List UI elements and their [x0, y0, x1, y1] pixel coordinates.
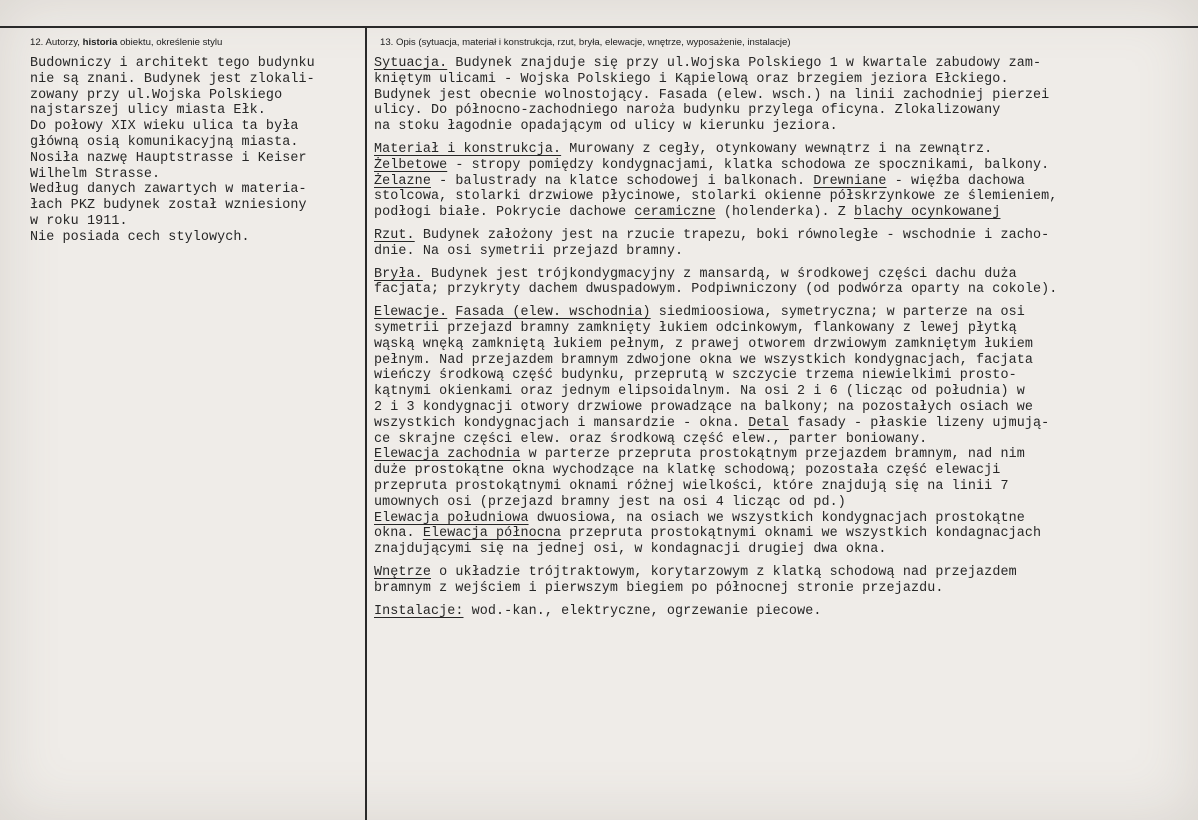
section-gap: [374, 298, 1057, 305]
underlined-term: Żelbetowe: [374, 157, 448, 173]
description-line: [374, 447, 1057, 463]
description-section: [374, 228, 1057, 260]
underlined-term: Bryła.: [374, 266, 423, 282]
text-run: stolcowa, stolarki drzwiowe płycinowe, stolarki okienne półskrzynkowe ze ślemieniem,: [374, 189, 1058, 205]
description-line: [374, 511, 1057, 527]
description-line: [374, 103, 1057, 119]
text-run: wieńczy środkową część budynku, przeprutą w szczycie trzema niewielkimi prosto-: [374, 368, 1017, 384]
text-run: okna.: [374, 526, 423, 542]
text-run: przepruta prostokątnymi oknami we wszystkich kondagnacjach: [561, 526, 1042, 542]
text-run: wod.-kan., elektryczne, ogrzewanie piecowe.: [463, 603, 822, 619]
description-line: [374, 56, 1057, 72]
text-run: (holenderka). Z: [715, 205, 855, 221]
left-text-line: w roku 1911.: [30, 213, 128, 229]
description-line: [374, 463, 1057, 479]
text-run: kątnymi okienkami oraz jednym elipsoidalnym. Na osi 2 i 6 (licząc od południa) w: [374, 384, 1025, 400]
text-run: o układzie trójtraktowym, korytarzowym z klatką schodową nad przejazdem: [430, 564, 1017, 580]
description-line: [374, 565, 1057, 581]
description-line: [374, 604, 1057, 620]
text-run: facjata; przykryty dachem dwuspadowym. Podpiwniczony (od podwórza oparty na cokole).: [374, 282, 1058, 298]
text-run: siedmioosiowa, symetryczna; w parterze na osi: [650, 305, 1025, 321]
right-column-header: 13. Opis (sytuacja, materiał i konstrukcja, rzut, bryła, elewacje, wnętrze, wyposażenie, instalacje): [380, 37, 791, 48]
description-line: [374, 174, 1057, 190]
description-line: [374, 142, 1057, 158]
underlined-term: Detal: [748, 415, 789, 431]
text-run: fasady - płaskie lizeny ujmują-: [788, 415, 1050, 431]
text-run: pełnym. Nad przejazdem bramnym zdwojone okna we wszystkich kondygnacjach, facjata: [374, 352, 1033, 368]
text-run: kniętym ulicami - Wojska Polskiego i Kąpielową oraz brzegiem jeziora Ełckiego.: [374, 71, 1009, 87]
description-line: [374, 581, 1057, 597]
text-run: przepruta prostokątnymi oknami różnej wielkości, które znajdują się na linii 7: [374, 478, 1009, 494]
underlined-term: blachy ocynkowanej: [854, 205, 1001, 221]
text-run: dwuosiowa, na osiach we wszystkich kondygnacjach prostokątne: [528, 510, 1025, 526]
description-line: [374, 244, 1057, 260]
text-run: - więźba dachowa: [886, 173, 1025, 189]
left-text-line: najstarszej ulicy miasta Ełk.: [30, 103, 266, 119]
text-run: Budynek jest trójkondygmacyjny z mansardą, w środkowej części dachu duża: [422, 266, 1017, 282]
left-text-line: łach PKZ budynek został wzniesiony: [30, 198, 307, 214]
section-gap: [374, 558, 1057, 565]
text-run: dnie. Na osi symetrii przejazd bramny.: [374, 243, 684, 259]
description-line: [374, 267, 1057, 283]
section-gap: [374, 135, 1057, 142]
description-section: [374, 604, 1057, 620]
text-run: Murowany z cegły, otynkowany wewnątrz i na zewnątrz.: [561, 141, 993, 157]
underlined-term: Materiał i konstrukcja.: [374, 141, 562, 157]
left-text-line: nie są znani. Budynek jest zlokali-: [30, 71, 315, 87]
text-run: podłogi białe. Pokrycie dachowe: [374, 205, 635, 221]
description-line: [374, 479, 1057, 495]
description-line: [374, 337, 1057, 353]
description-line: [374, 400, 1057, 416]
left-header-bold: historia: [82, 37, 118, 48]
underlined-term: Elewacja północna: [422, 526, 562, 542]
text-run: znajdującymi się na jednej osi, w kondagnacji drugiej dwa okna.: [374, 542, 887, 558]
underlined-term: Elewacje.: [374, 305, 448, 321]
description-line: [374, 432, 1057, 448]
section-gap: [374, 260, 1057, 267]
underlined-term: Drewniane: [813, 173, 887, 189]
left-text-line: Nie posiada cech stylowych.: [30, 229, 250, 245]
left-text-line: Nosiła nazwę Hauptstrasse i Keiser: [30, 150, 307, 166]
left-text-line: Do połowy XIX wieku ulica ta była: [30, 119, 299, 135]
description-line: [374, 119, 1057, 135]
description-section: [374, 565, 1057, 597]
description-line: [374, 228, 1057, 244]
description-line: [374, 189, 1057, 205]
underlined-term: Żelazne: [374, 173, 431, 189]
left-text-line: Budowniczy i architekt tego budynku: [30, 56, 315, 71]
description-line: [374, 321, 1057, 337]
description-line: [374, 384, 1057, 400]
left-header-pre: Autorzy,: [45, 37, 83, 48]
text-run: - stropy pomiędzy kondygnacjami, klatka schodowa ze spocznikami, balkony.: [447, 157, 1050, 173]
text-run: bramnym z wejściem i pierwszym biegiem po północnej stronie przejazdu.: [374, 580, 944, 596]
top-rule: [0, 26, 1198, 28]
text-run: w parterze przepruta prostokątnym przejazdem bramnym, nad nim: [520, 447, 1025, 463]
left-column-header: [30, 37, 222, 48]
text-run: - balustrady na klatce schodowej i balkonach.: [430, 173, 814, 189]
column-divider: [365, 27, 367, 820]
description-line: [374, 416, 1057, 432]
underlined-term: ceramiczne: [634, 205, 716, 221]
left-header-number: 12.: [30, 37, 44, 48]
left-text-line: zowany przy ul.Wojska Polskiego: [30, 87, 283, 103]
description-line: [374, 305, 1057, 321]
underlined-term: Wnętrze: [374, 564, 431, 580]
left-header-post: obiektu, określenie stylu: [117, 37, 223, 48]
left-text-line: Wilhelm Strasse.: [30, 166, 161, 182]
text-run: Budynek znajduje się przy ul.Wojska Polskiego 1 w kwartale zabudowy zam-: [447, 56, 1042, 71]
description-line: [374, 282, 1057, 298]
text-run: ce skrajne części elew. oraz środkową część elew., parter boniowany.: [374, 431, 928, 447]
text-run: umownych osi (przejazd bramny jest na osi 4 licząc od pd.): [374, 494, 846, 510]
underlined-term: Instalacje:: [374, 603, 464, 619]
description-line: [374, 495, 1057, 511]
text-run: Budynek jest obecnie wolnostojący. Fasada (elew. wsch.) na linii zachodniej pierzei: [374, 87, 1050, 103]
section-gap: [374, 597, 1057, 604]
underlined-term: Rzut.: [374, 227, 415, 243]
text-run: wszystkich kondygnacjach i mansardzie - okna.: [374, 415, 749, 431]
text-run: ulicy. Do północno-zachodniego naroża budynku przylega oficyna. Zlokalizowany: [374, 103, 1001, 119]
underlined-term: Sytuacja.: [374, 56, 448, 71]
text-run: na stoku łagodnie opadającym od ulicy w kierunku jeziora.: [374, 119, 838, 135]
text-run: 2 i 3 kondygnacji otwory drzwiowe prowadzące na balkony; na pozostałych osiach we: [374, 399, 1033, 415]
description-section: [374, 142, 1057, 221]
description-line: [374, 72, 1057, 88]
description-line: [374, 88, 1057, 104]
description-section: [374, 267, 1057, 299]
description-text: [374, 56, 1057, 619]
text-run: symetrii przejazd bramny zamknięty łukiem odcinkowym, flankowany z lewej płytką: [374, 320, 1017, 336]
description-line: [374, 542, 1057, 558]
underlined-term: Elewacja zachodnia: [374, 447, 521, 463]
description-line: [374, 158, 1057, 174]
underlined-term: Fasada (elew. wschodnia): [455, 305, 651, 321]
text-run: Budynek założony jest na rzucie trapezu, boki równoległe - wschodnie i zacho-: [414, 227, 1050, 243]
section-gap: [374, 221, 1057, 228]
left-text-line: główną osią komunikacyjną miasta.: [30, 134, 299, 150]
description-line: [374, 368, 1057, 384]
description-line: [374, 205, 1057, 221]
left-text-line: Według danych zawartych w materia-: [30, 182, 307, 198]
description-section: [374, 56, 1057, 135]
description-section: [374, 305, 1057, 558]
description-line: [374, 353, 1057, 369]
description-line: [374, 526, 1057, 542]
underlined-term: Elewacja południowa: [374, 510, 529, 526]
text-run: duże prostokątne okna wychodzące na klatkę schodową; pozostała część elewacji: [374, 463, 1001, 479]
text-run: wąską wnęką zamkniętą łukiem pełnym, z prawej otworem drzwiowym zamkniętym łukiem: [374, 336, 1033, 352]
authors-history-text: [30, 56, 315, 246]
